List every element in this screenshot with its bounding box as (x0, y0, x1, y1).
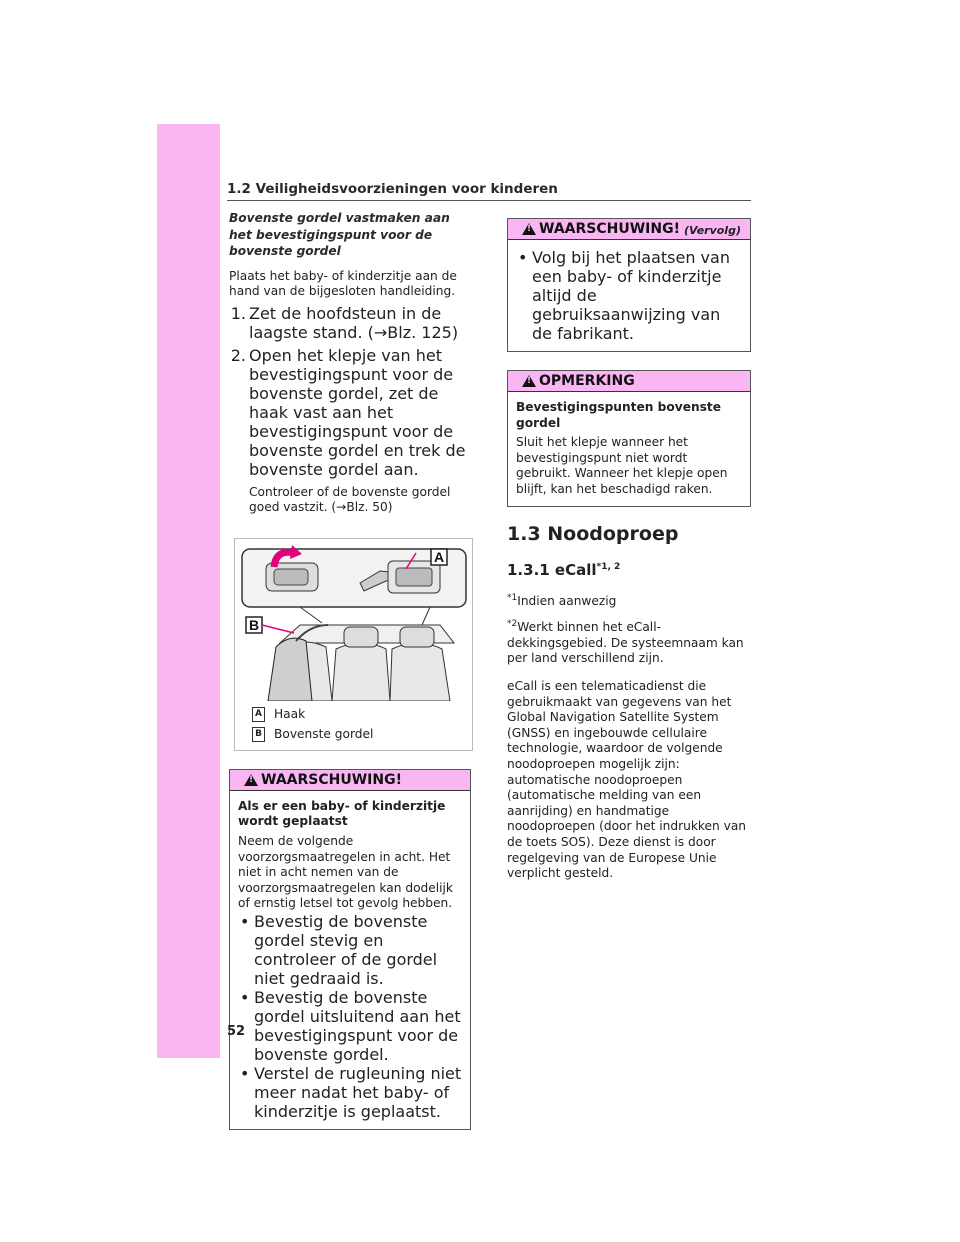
warning-subtitle: Als er een baby- of kinderzitje wordt geplaatst (238, 798, 446, 829)
warning-title: WAARSCHUWING! (261, 771, 402, 788)
callout-a: A (433, 548, 444, 565)
legend-item-b (252, 727, 472, 742)
legend-label: Bovenste gordel (274, 727, 374, 742)
legend-key: A (252, 707, 265, 722)
notice-icon (522, 375, 536, 387)
intro-paragraph: Plaats het baby- of kinderzitje aan de hand van de bijgesloten handleiding. (229, 268, 457, 299)
step-text: Open het klepje van het bevestigingspunt voor de bovenste gordel, zet de haak vast aan het bevestigingspunt voor de bovenste gordel en trek de bovenste gordel aan. (249, 345, 466, 479)
warning-body (230, 791, 470, 1129)
step-1 (229, 304, 471, 342)
warning-box (229, 769, 471, 1130)
tether-figure (234, 538, 473, 751)
left-column (229, 210, 471, 1130)
bullet-text: Bevestig de bovenste gordel uitsluitend aan het bevestigingspunt voor de bovenste gordel. (254, 988, 461, 1065)
bullet-text: Verstel de rugleuning niet meer nadat het baby- of kinderzitje is geplaatst. (254, 1064, 462, 1122)
step-2-check: Controleer of de bovenste gordel goed vastzit. (→Blz. 50) (249, 484, 451, 515)
legend-label: Haak (274, 707, 306, 722)
callout-b: B (248, 616, 259, 633)
notice-title: OPMERKING (539, 373, 635, 389)
section-title: 1.2 Veiligheidsvoorzieningen voor kinderen (227, 181, 558, 197)
continued-label: (Vervolg) (683, 223, 741, 237)
footnote-text: Indien aanwezig (517, 593, 617, 608)
warning-continued-body (508, 240, 750, 351)
warning-bullet: • Verstel de rugleuning niet meer nadat het baby- of kinderzitje is geplaatst. (240, 1064, 462, 1122)
section-heading: 1.3 Noodoproep (507, 522, 679, 545)
warning-header (230, 770, 470, 791)
page-number: 52 (227, 1024, 246, 1039)
footnote-1 (507, 591, 751, 610)
right-column (507, 218, 751, 882)
warning-continued-box (507, 218, 751, 352)
footnote-mark: *2 (507, 619, 518, 630)
notice-body (508, 392, 750, 506)
step-2 (229, 346, 471, 479)
footnote-mark: *1 (507, 592, 518, 603)
warning-bullet: • Bevestig de bovenste gordel stevig en controleer of de gordel niet gedraaid is. (238, 912, 462, 988)
subsection-title: 1.3.1 eCall (507, 560, 597, 579)
section-header (227, 178, 751, 201)
warning-bullet: • Bevestig de bovenste gordel uitsluitend aan het bevestigingspunt voor de bovenste gordel. (240, 988, 461, 1065)
footnote-ref: *1, 2 (596, 561, 621, 572)
figure-legend (252, 707, 472, 742)
warning-continued-header (508, 219, 750, 240)
warning-icon (522, 223, 536, 235)
footnote-text: Werkt binnen het eCall-dekkingsgebied. De systeemnaam kan per land verschillend zijn. (507, 620, 744, 666)
warning-text: Neem de volgende voorzorgsmaatregelen in acht. Het niet in acht nemen van de voorzorgsmaatregelen kan dodelijk of ernstig letsel tot gevolg hebben. (238, 834, 453, 911)
legend-item-a (252, 707, 472, 722)
step-number: 2. (230, 345, 246, 365)
warning-title: WAARSCHUWING! (539, 221, 680, 237)
notice-subtitle: Bevestigingspunten bovenste gordel (516, 400, 721, 430)
bullet-text: Bevestig de bovenste gordel stevig en controleer of de gordel niet gedraaid is. (254, 912, 438, 989)
warning-icon (244, 774, 258, 786)
step-number: 1. (230, 303, 246, 323)
step-text: Zet de hoofdsteun in de laagste stand. (→Blz. 125) (249, 303, 459, 342)
notice-text: Sluit het klepje wanneer het bevestigingspunt niet wordt gebruikt. Wanneer het klepje open blijft, kan het beschadigd raken. (516, 435, 728, 496)
ecall-description: eCall is een telematicadienst die gebruikmaakt van gegevens van het Global Navigation Satellite System (GNSS) en ingebouwde cellulaire technologie, waardoor de volgende noodoproepen mogelijk zijn: automatische noodoproepen (automatische melding van een aanrijding) en handmatige noodoproepen (door het indrukken van de toets SOS). Deze dienst is door regelgeving van de Europese Unie verplicht gesteld. (507, 679, 747, 881)
side-color-strip (157, 124, 220, 1058)
bullet-text: Volg bij het plaatsen van een baby- of kinderzitje altijd de gebruiksaanwijzing van de fabrikant. (532, 248, 730, 343)
procedure-subheading: Bovenste gordel vastmaken aan het bevestigingspunt voor de bovenste gordel (229, 211, 450, 258)
legend-key: B (252, 727, 265, 742)
notice-header (508, 371, 750, 392)
subsection-heading (507, 561, 751, 579)
warning-bullet: • Volg bij het plaatsen van een baby- of kinderzitje altijd de gebruiksaanwijzing van de fabrikant. (516, 248, 742, 343)
footnote-2 (507, 617, 751, 667)
notice-box (507, 370, 751, 507)
seat-tether-illustration (240, 543, 468, 701)
